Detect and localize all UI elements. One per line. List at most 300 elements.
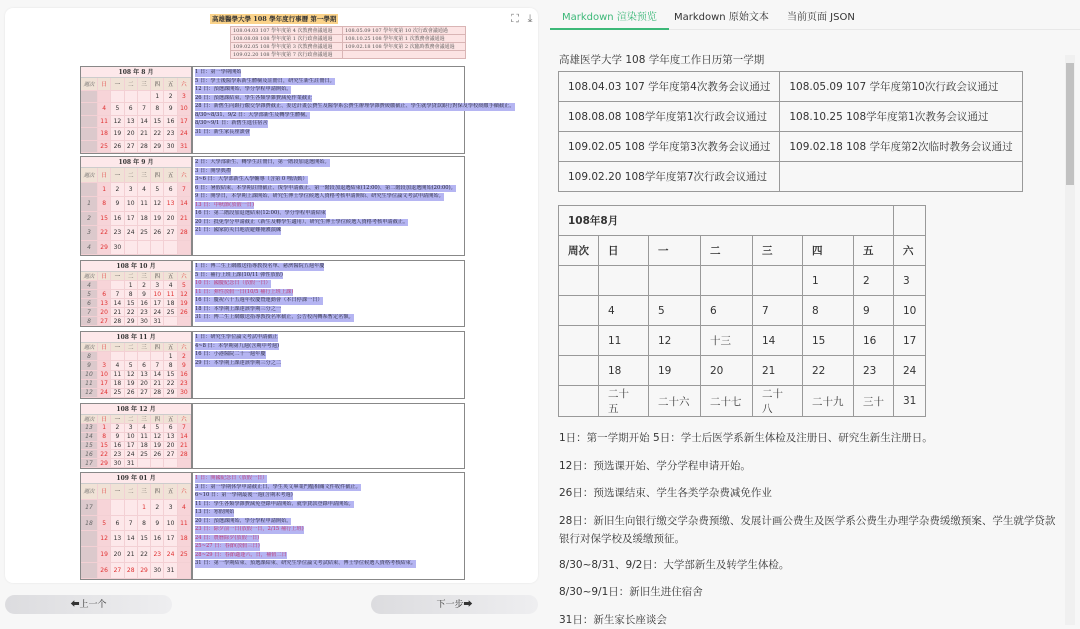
calendar-day: 13 xyxy=(111,531,124,547)
calendar-day xyxy=(81,547,98,563)
calendar-day: 3 xyxy=(178,91,191,104)
calendar-day: 25 xyxy=(164,308,177,317)
calendar-day: 21 xyxy=(111,308,124,317)
week-row xyxy=(81,500,191,516)
paragraph: 31日：新生家长座谈会 xyxy=(559,614,667,626)
calendar-day: 4 xyxy=(111,361,124,370)
table-row xyxy=(231,27,466,35)
calendar-day: 14 xyxy=(178,197,191,212)
calendar-day xyxy=(151,352,164,361)
month-events xyxy=(195,475,462,569)
calendar-day: 7 xyxy=(81,308,98,317)
weekday-label: 二 xyxy=(125,484,138,500)
calendar-day xyxy=(151,241,164,256)
calendar-day: 14 xyxy=(125,531,138,547)
weekday-label: 一 xyxy=(111,168,124,183)
calendar-day: 28 xyxy=(151,389,164,398)
weekday-label: 三 xyxy=(138,415,151,424)
calendar-day xyxy=(81,116,98,129)
calendar-day xyxy=(164,459,177,468)
event-item: 8/30~9/1 日：新舊生進住宿舍 xyxy=(195,120,268,126)
calendar-day: 4 xyxy=(178,500,191,516)
calendar-header-row xyxy=(559,236,926,266)
week-row xyxy=(81,563,191,579)
event-item: 28~29 日：春節適逢六、日，補假二日 xyxy=(195,551,287,558)
month-calendar xyxy=(81,332,193,398)
week-row xyxy=(81,352,191,361)
month-block xyxy=(80,403,465,469)
calendar-day: 12 xyxy=(178,290,191,299)
calendar-day: 8 xyxy=(164,361,177,370)
calendar-day: 9 xyxy=(81,361,98,370)
calendar-day: 10 xyxy=(151,290,164,299)
calendar-day xyxy=(178,317,191,326)
calendar-cell: 17 xyxy=(894,326,926,356)
week-row xyxy=(81,116,191,129)
calendar-day: 8 xyxy=(125,290,138,299)
calendar-row xyxy=(559,326,926,356)
calendar-day: 19 xyxy=(125,380,138,389)
calendar-day: 18 xyxy=(138,442,151,451)
calendar-day: 29 xyxy=(138,563,151,579)
calendar-cell: 18 xyxy=(599,356,649,386)
next-button[interactable]: 下一步➡ xyxy=(371,595,538,614)
calendar-day: 14 xyxy=(81,433,98,442)
calendar-day: 8 xyxy=(81,352,98,361)
preview-title: 高雄医学大学 108 学年度工作日历第一学期 xyxy=(559,54,765,66)
calendar-day: 23 xyxy=(178,380,191,389)
calendar-day: 16 xyxy=(151,531,164,547)
calendar-day xyxy=(81,183,98,198)
week-row xyxy=(81,531,191,547)
week-row xyxy=(81,128,191,141)
calendar-cell: 二十八 xyxy=(753,386,803,417)
calendar-table xyxy=(558,205,926,417)
month-block xyxy=(80,260,465,327)
calendar-day xyxy=(164,241,177,256)
table-row xyxy=(559,72,1023,102)
calendar-day: 1 xyxy=(125,281,138,290)
download-icon[interactable]: ⤓ xyxy=(527,12,533,25)
calendar-cell: 十三 xyxy=(701,326,753,356)
calendar-day: 7 xyxy=(151,361,164,370)
weekday-label: 六 xyxy=(178,78,191,91)
paragraph: 12日：预选课开始、学分学程申请开始。 xyxy=(559,460,751,472)
calendar-day: 11 xyxy=(81,380,98,389)
calendar-day: 18 xyxy=(138,212,151,227)
calendar-day: 10 xyxy=(164,516,177,532)
event-item: 21 日：國家防災日地震避難掩護演練 xyxy=(195,227,282,233)
event-item: 31 日：博二生上網繳送指導教授名單截止、公告校內轉系暫定名額。 xyxy=(195,314,354,320)
prev-button[interactable]: ⬅上一个 xyxy=(5,595,172,614)
document-title: 高雄醫學大學 108 學年度行事曆 第一學期 xyxy=(212,15,337,23)
calendar-header-cell: 四 xyxy=(803,236,854,266)
month-events xyxy=(195,159,462,236)
calendar-day: 31 xyxy=(164,563,177,579)
week-row xyxy=(81,141,191,154)
calendar-day: 18 xyxy=(178,531,191,547)
calendar-day: 2 xyxy=(81,212,98,227)
weekday-label: 週次 xyxy=(81,484,98,500)
calendar-day: 5 xyxy=(98,516,111,532)
calendar-day: 15 xyxy=(125,299,138,308)
event-item: 18 日：本學期上課達該學期三分之一 xyxy=(195,305,282,312)
calendar-day xyxy=(111,91,124,104)
calendar-day xyxy=(125,500,138,516)
calendar-day xyxy=(81,531,98,547)
weekday-label: 二 xyxy=(125,272,138,281)
calendar-day: 3 xyxy=(125,183,138,198)
calendar-day: 21 xyxy=(178,442,191,451)
calendar-header-cell: 日 xyxy=(599,236,649,266)
month-calendar xyxy=(81,157,193,255)
table-cell: 109.02.05 108 學年度第 3 次教務會議通過 xyxy=(231,43,343,51)
calendar-day: 24 xyxy=(178,128,191,141)
month-title: 108 年 11 月 xyxy=(81,332,191,343)
calendar-day: 8 xyxy=(81,317,98,326)
calendar-day: 24 xyxy=(98,389,111,398)
calendar-day: 23 xyxy=(164,128,177,141)
calendar-day: 4 xyxy=(138,183,151,198)
weekday-label: 五 xyxy=(164,168,177,183)
weekday-label: 四 xyxy=(151,484,164,500)
weekday-header-row xyxy=(81,484,191,500)
calendar-day: 20 xyxy=(164,442,177,451)
calendar-day: 11 xyxy=(138,433,151,442)
weekday-label: 四 xyxy=(151,343,164,352)
tab-markdown-raw[interactable]: Markdown 原始文本 xyxy=(674,12,769,23)
event-item: 10 日：國慶紀念日（放假一日） xyxy=(195,280,271,286)
calendar-day: 8 xyxy=(98,197,111,212)
document-viewer-panel xyxy=(5,8,538,583)
document-meeting-table xyxy=(230,26,466,59)
weekday-label: 一 xyxy=(111,484,124,500)
weekday-label: 週次 xyxy=(81,415,98,424)
calendar-day: 21 xyxy=(125,547,138,563)
calendar-day: 9 xyxy=(164,103,177,116)
calendar-row xyxy=(559,266,926,296)
calendar-cell: 3 xyxy=(894,266,926,296)
calendar-day: 29 xyxy=(164,389,177,398)
calendar-day: 16 xyxy=(111,442,124,451)
week-row xyxy=(81,91,191,104)
calendar-day: 1 xyxy=(98,183,111,198)
calendar-day xyxy=(111,281,124,290)
calendar-day xyxy=(125,91,138,104)
weekday-label: 一 xyxy=(111,343,124,352)
calendar-day: 20 xyxy=(138,380,151,389)
calendar-cell: 12 xyxy=(649,326,701,356)
month-calendar xyxy=(81,67,193,153)
month-events xyxy=(195,334,462,368)
calendar-day: 2 xyxy=(111,183,124,198)
calendar-day: 27 xyxy=(164,226,177,241)
weekday-label: 週次 xyxy=(81,343,98,352)
calendar-day: 14 xyxy=(151,371,164,380)
calendar-day: 22 xyxy=(151,128,164,141)
calendar-cell: 4 xyxy=(599,296,649,326)
calendar-day: 7 xyxy=(138,103,151,116)
weekday-label: 一 xyxy=(111,78,124,91)
event-item: 16 日：第二階段加退選結束(12:00)、學分學程申請結束 xyxy=(195,210,326,216)
calendar-day: 19 xyxy=(151,212,164,227)
month-block xyxy=(80,472,465,580)
week-row xyxy=(81,516,191,532)
month-title: 108 年 9 月 xyxy=(81,157,191,168)
calendar-day: 17 xyxy=(98,380,111,389)
calendar-title-row xyxy=(559,206,926,236)
paragraph: 1日：第一学期开始 5日：学士后医学系新生体检及注册日、研究生新生注册日。 xyxy=(559,432,933,444)
calendar-day xyxy=(178,241,191,256)
month-title: 108 年 12 月 xyxy=(81,404,191,415)
expand-icon[interactable]: ⛶ xyxy=(511,12,519,25)
calendar-day: 11 xyxy=(138,197,151,212)
calendar-day: 6 xyxy=(81,299,98,308)
calendar-day: 12 xyxy=(98,531,111,547)
weekday-label: 週次 xyxy=(81,168,98,183)
calendar-cell: 23 xyxy=(854,356,894,386)
calendar-day: 7 xyxy=(178,183,191,198)
week-row xyxy=(81,389,191,398)
calendar-day: 3 xyxy=(98,361,111,370)
calendar-day xyxy=(111,500,124,516)
calendar-cell: 31 xyxy=(894,386,926,417)
calendar-day: 4 xyxy=(81,281,98,290)
event-item: 6~10 日：第一學期最後一週(含期末考週) xyxy=(195,492,293,498)
month-events xyxy=(195,263,462,323)
weekday-label: 二 xyxy=(125,343,138,352)
event-item: 12 日：預選課開始、學分學程申請開始。 xyxy=(195,86,292,92)
table-cell: 109.02.18 108 學年度第 2 次臨時教務會議通過 xyxy=(343,43,466,51)
table-row xyxy=(231,43,466,51)
calendar-day xyxy=(125,241,138,256)
calendar-cell: 2 xyxy=(854,266,894,296)
calendar-cell: 14 xyxy=(753,326,803,356)
calendar-day: 3 xyxy=(81,226,98,241)
calendar-day: 30 xyxy=(111,241,124,256)
weekday-label: 三 xyxy=(138,484,151,500)
month-title: 108 年 8 月 xyxy=(81,67,191,78)
event-item: 28 日：新舊生向銀行繳交學雜費截止、委送計畫公費生及醫學系公費生辦理學雜費緩繳截止、學生就學貸款銀行對保及學校緩繳手續截止。 xyxy=(195,103,515,109)
calendar-day xyxy=(138,459,151,468)
calendar-day: 30 xyxy=(111,459,124,468)
calendar-day: 2 xyxy=(138,281,151,290)
event-item: 3 日：開學典禮 xyxy=(195,167,232,174)
table-cell: 109.02.20 108学年度第7次行政会议通过 xyxy=(559,162,780,192)
calendar-cell: 二十七 xyxy=(701,386,753,417)
calendar-cell xyxy=(753,266,803,296)
calendar-day: 20 xyxy=(125,128,138,141)
calendar-header-cell: 六 xyxy=(894,236,926,266)
weekday-label: 六 xyxy=(178,415,191,424)
calendar-day: 15 xyxy=(164,371,177,380)
event-item: 23 日：除夕前一日(放假一日，2/15 補行上班) xyxy=(195,526,304,532)
calendar-cell: 5 xyxy=(649,296,701,326)
calendar-day: 20 xyxy=(98,308,111,317)
weekday-label: 二 xyxy=(125,168,138,183)
calendar-cell xyxy=(559,296,599,326)
weekday-label: 五 xyxy=(164,415,177,424)
week-row xyxy=(81,380,191,389)
calendar-day: 11 xyxy=(111,371,124,380)
calendar-day: 15 xyxy=(98,212,111,227)
calendar-row xyxy=(559,386,926,417)
calendar-day: 9 xyxy=(111,197,124,212)
event-item: 8/30~8/31、9/2 日：大學部新生及轉學生體檢。 xyxy=(195,111,311,118)
calendar-day: 5 xyxy=(111,103,124,116)
week-row xyxy=(81,361,191,370)
weekday-label: 五 xyxy=(164,272,177,281)
event-item: 29 日：本學期上課達該學期三分之二 xyxy=(195,359,282,366)
calendar-day: 25 xyxy=(138,450,151,459)
event-item: 3 日：第一學期休學申請截止日、學生英文畢業門檻相關文件收件截止。 xyxy=(195,483,361,490)
calendar-day: 1 xyxy=(98,424,111,433)
calendar-day: 25 xyxy=(111,389,124,398)
calendar-day xyxy=(98,281,111,290)
weekday-label: 四 xyxy=(151,415,164,424)
month-block xyxy=(80,331,465,399)
calendar-day: 2 xyxy=(111,424,124,433)
event-item: 24 日：農曆除夕(放假一日) xyxy=(195,534,260,541)
scrollbar-thumb[interactable] xyxy=(1066,63,1074,185)
calendar-day: 6 xyxy=(164,183,177,198)
calendar-day: 13 xyxy=(98,299,111,308)
month-title: 109 年 01 月 xyxy=(81,473,191,484)
calendar-day: 7 xyxy=(125,516,138,532)
calendar-day: 19 xyxy=(178,299,191,308)
calendar-day xyxy=(81,563,98,579)
weekday-header-row xyxy=(81,168,191,183)
event-item: 9 日：開學日，本學期上課開始、研究生博士學位候選人資格考核申請開始、研究生學位論文考試申請開始。 xyxy=(195,193,444,199)
calendar-day: 22 xyxy=(125,308,138,317)
calendar-day: 27 xyxy=(164,450,177,459)
calendar-header-cell: 一 xyxy=(649,236,701,266)
week-row xyxy=(81,281,191,290)
calendar-day: 2 xyxy=(164,91,177,104)
calendar-day: 26 xyxy=(151,450,164,459)
calendar-day: 15 xyxy=(151,116,164,129)
event-item: 11 日：學生各類學雜費減免登錄申請開始、就學貸款登錄申請開始。 xyxy=(195,500,354,507)
weekday-label: 日 xyxy=(98,415,111,424)
calendar-day: 31 xyxy=(178,141,191,154)
calendar-day: 30 xyxy=(151,563,164,579)
event-item: 20 日：抵免學分申請截止（新生及轉學生適用）、研究生博士學位候選人資格考核申請截止。 xyxy=(195,218,409,225)
calendar-day: 18 xyxy=(98,128,111,141)
calendar-day: 22 xyxy=(98,450,111,459)
calendar-day: 26 xyxy=(151,226,164,241)
event-item: 25~27 日：春節(放假三日) xyxy=(195,543,260,549)
calendar-title: 108年8月 xyxy=(559,206,894,236)
document-page-image xyxy=(80,14,515,575)
calendar-day: 13 xyxy=(125,116,138,129)
calendar-day xyxy=(138,241,151,256)
tab-page-json[interactable]: 当前页面 JSON xyxy=(787,12,855,23)
calendar-day: 20 xyxy=(111,547,124,563)
weekday-label: 一 xyxy=(111,415,124,424)
event-item: 3~6 日：大學部新生入學輔導（含第 0 哩活動） xyxy=(195,176,308,182)
calendar-day: 15 xyxy=(81,442,98,451)
calendar-day: 11 xyxy=(178,516,191,532)
paragraph: 26日：预选课结束、学生各类学杂费减免作业 xyxy=(559,487,772,499)
tab-markdown-preview[interactable]: Markdown 渲染预览 xyxy=(550,8,669,30)
calendar-day xyxy=(98,352,111,361)
calendar-day: 13 xyxy=(81,424,98,433)
calendar-day: 26 xyxy=(111,141,124,154)
calendar-day: 9 xyxy=(178,361,191,370)
calendar-day: 5 xyxy=(178,281,191,290)
event-item: 13 日：寒假開始 xyxy=(195,509,235,515)
calendar-day: 17 xyxy=(178,116,191,129)
week-row xyxy=(81,424,191,433)
weekday-label: 六 xyxy=(178,343,191,352)
calendar-day: 12 xyxy=(125,371,138,380)
calendar-day: 22 xyxy=(98,226,111,241)
calendar-cell: 21 xyxy=(753,356,803,386)
calendar-day: 25 xyxy=(98,141,111,154)
scrollbar[interactable] xyxy=(1065,55,1075,625)
table-cell xyxy=(343,51,466,59)
calendar-day: 1 xyxy=(138,500,151,516)
calendar-cell xyxy=(559,356,599,386)
table-cell: 109.02.20 108 學年度第 7 次行政會議通過 xyxy=(231,51,343,59)
table-cell: 108.08.08 108 學年度第 1 次行政會議通過 xyxy=(231,35,343,43)
calendar-day: 5 xyxy=(81,290,98,299)
calendar-cell: 16 xyxy=(854,326,894,356)
calendar-cell xyxy=(701,266,753,296)
calendar-day xyxy=(178,563,191,579)
weekday-label: 二 xyxy=(125,415,138,424)
calendar-day: 18 xyxy=(81,516,98,532)
calendar-day: 11 xyxy=(98,116,111,129)
calendar-day: 13 xyxy=(164,433,177,442)
calendar-day: 23 xyxy=(138,308,151,317)
calendar-day: 9 xyxy=(111,433,124,442)
calendar-day: 17 xyxy=(125,212,138,227)
weekday-label: 三 xyxy=(138,168,151,183)
event-item: 20 日：預選課開始、學分學程申請開始。 xyxy=(195,517,292,524)
weekday-label: 日 xyxy=(98,343,111,352)
calendar-day: 31 xyxy=(125,459,138,468)
week-row xyxy=(81,183,191,198)
calendar-day: 30 xyxy=(164,141,177,154)
calendar-day xyxy=(98,500,111,516)
calendar-header-cell: 周次 xyxy=(559,236,599,266)
weekday-label: 五 xyxy=(164,78,177,91)
meeting-table xyxy=(558,71,1023,192)
week-row xyxy=(81,241,191,256)
calendar-day: 21 xyxy=(151,380,164,389)
calendar-day: 25 xyxy=(178,547,191,563)
calendar-cell: 11 xyxy=(599,326,649,356)
calendar-day: 1 xyxy=(151,91,164,104)
event-item: 2 日：大學部新生、轉學生註冊日，第一階段加退選開始。 xyxy=(195,159,330,165)
event-item: 5 日：補行上班上課(10/11 彈性放假) xyxy=(195,271,283,278)
calendar-day: 13 xyxy=(164,197,177,212)
table-row xyxy=(559,102,1023,132)
calendar-day: 23 xyxy=(111,226,124,241)
table-cell: 108.08.08 108学年度第1次行政会议通过 xyxy=(559,102,780,132)
weekday-label: 三 xyxy=(138,272,151,281)
calendar-day: 27 xyxy=(125,141,138,154)
weekday-label: 日 xyxy=(98,78,111,91)
calendar-day: 10 xyxy=(125,197,138,212)
calendar-day: 10 xyxy=(98,371,111,380)
weekday-label: 日 xyxy=(98,484,111,500)
table-cell: 109.02.05 108 学年度第3次教务会议通过 xyxy=(559,132,780,162)
calendar-cell: 8 xyxy=(803,296,854,326)
calendar-day: 4 xyxy=(164,281,177,290)
calendar-day: 8 xyxy=(138,516,151,532)
